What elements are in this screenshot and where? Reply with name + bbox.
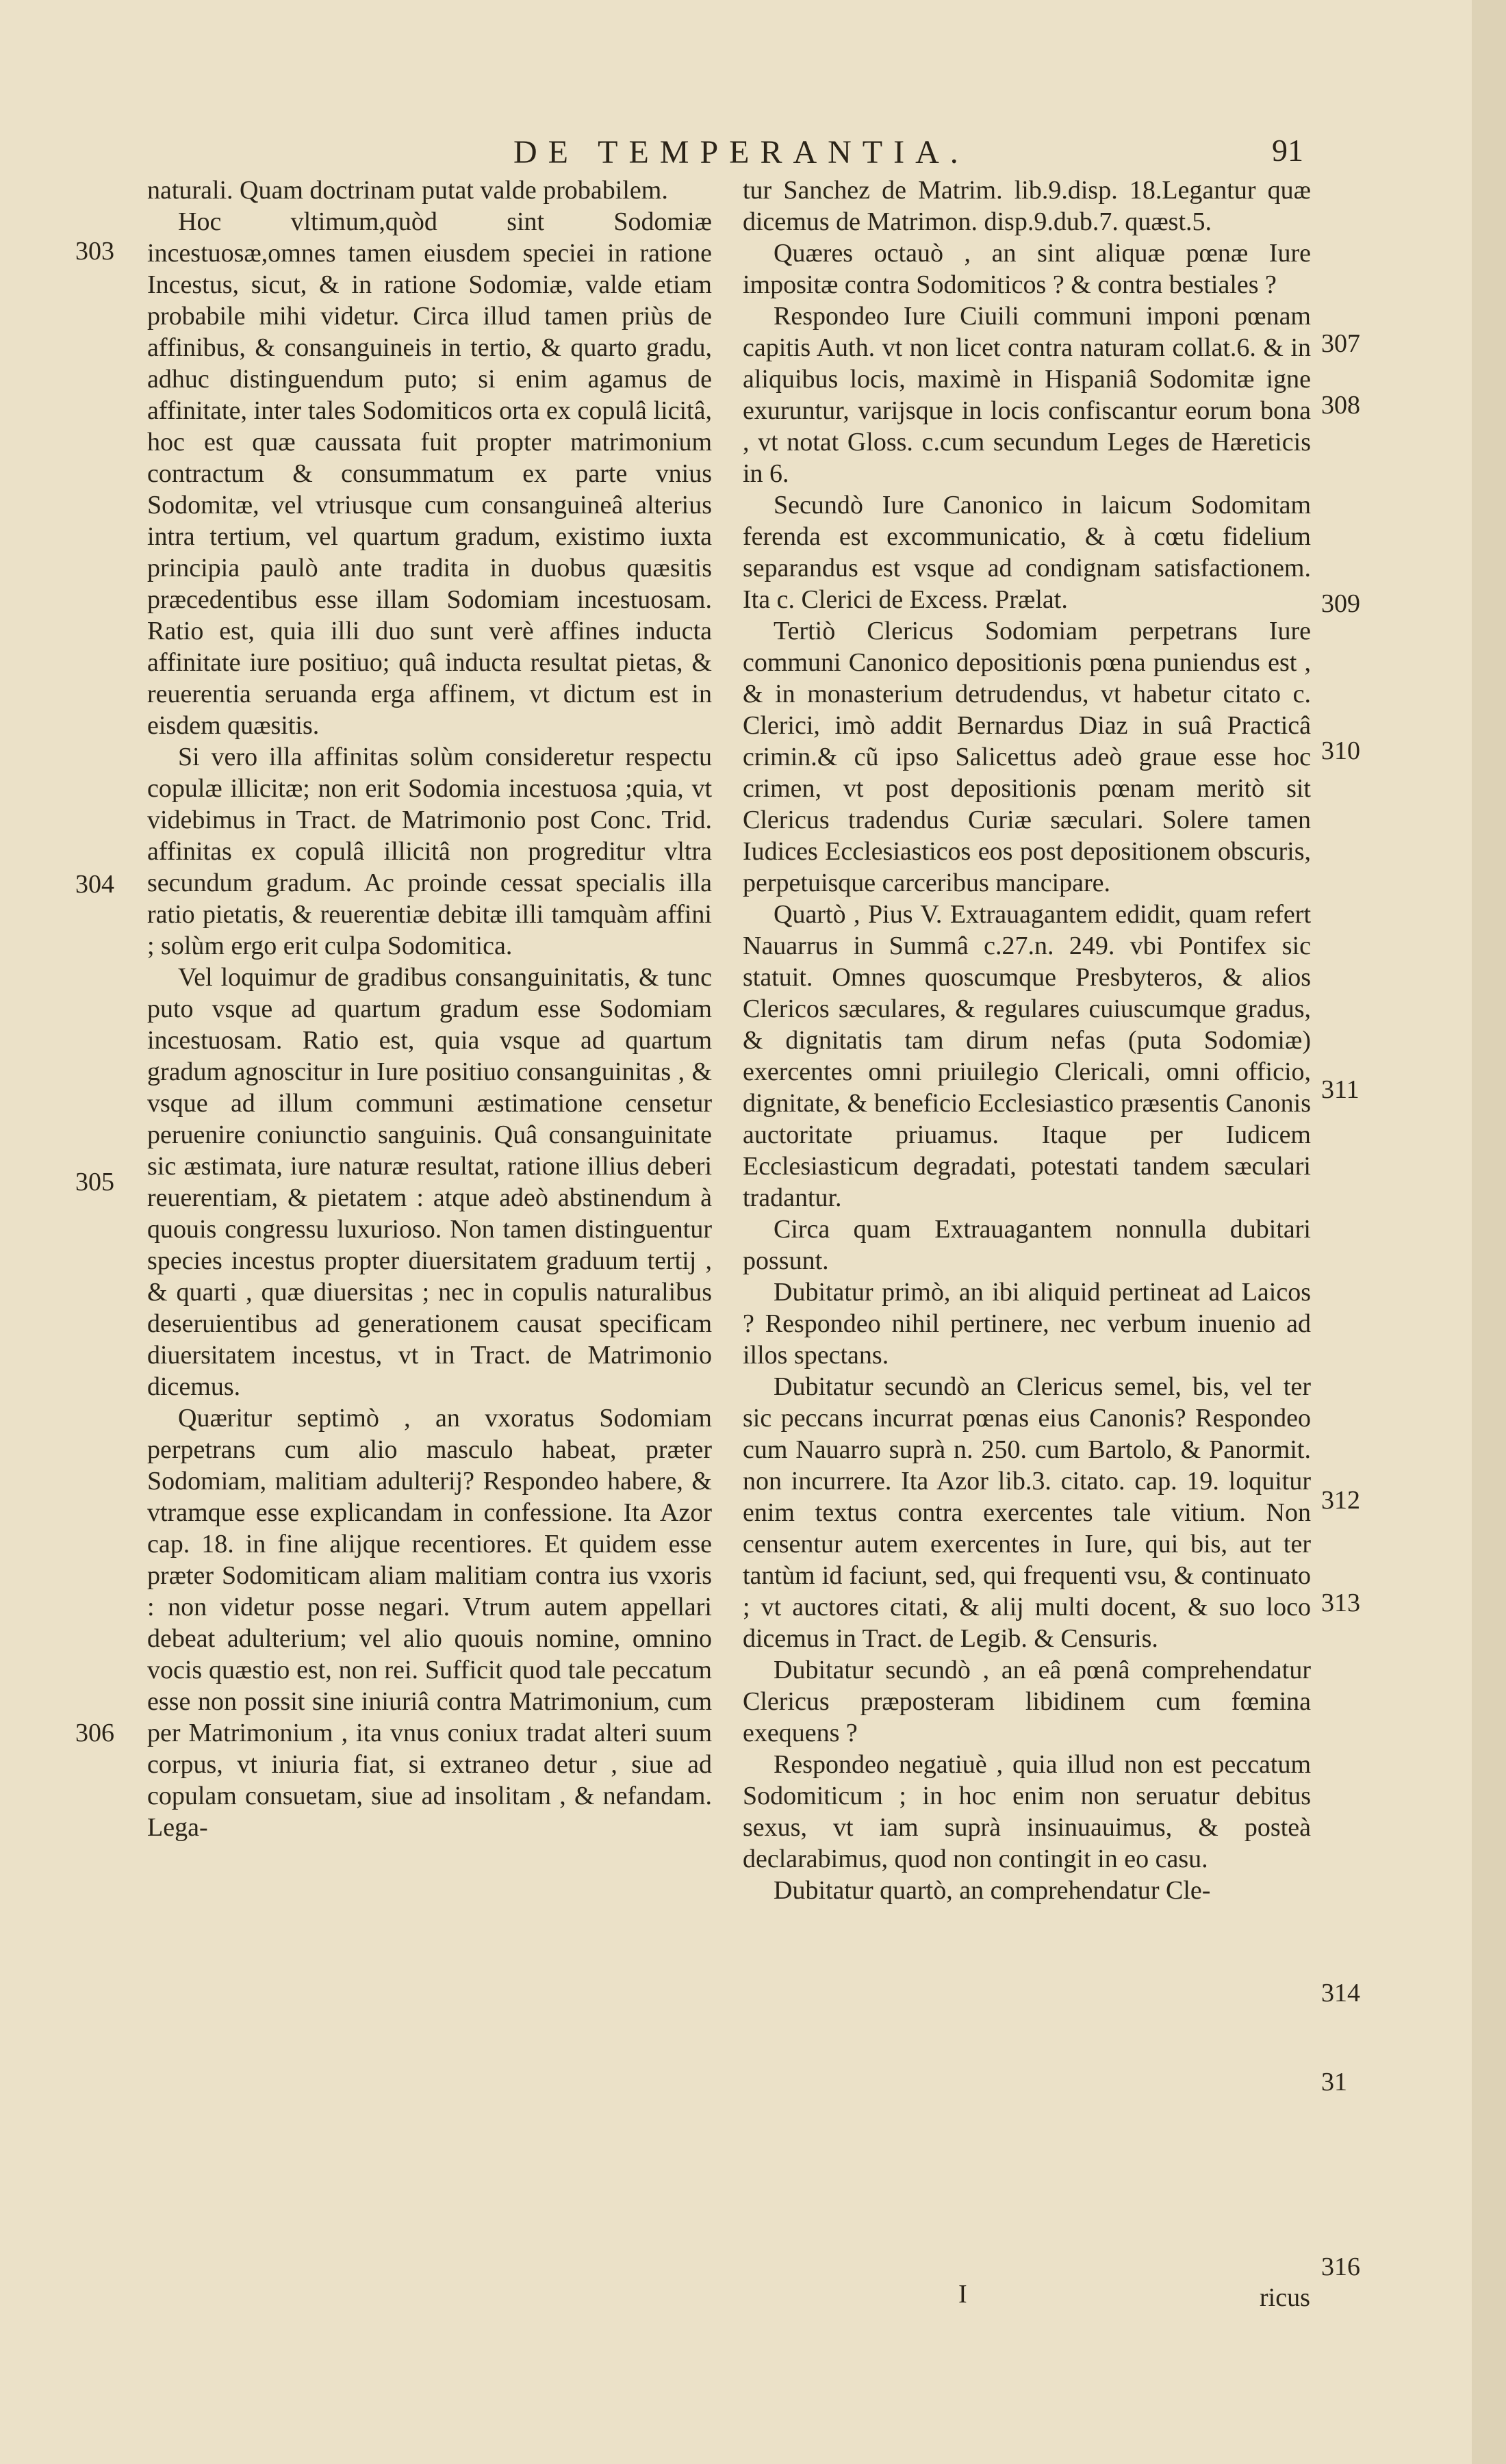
right-column — [743, 175, 1311, 1906]
paragraph: Dubitatur secundò , an eâ pœnâ comprehendatur Clericus præposteram libidinem cum fœmina exequens ? — [743, 1656, 1311, 1747]
page-number: 91 — [1272, 133, 1303, 168]
margin-number: 307 — [1321, 329, 1360, 358]
paragraph: Respondeo negatiuè , quia illud non est peccatum Sodomiticum ; in hoc enim non seruatur debitus sexus, vt iam suprà insinuauimus, & posteà declarabimus, quod non contingit in eo casu. — [743, 1750, 1311, 1873]
paragraph: Dubitatur quartò, an comprehendatur Cle- — [774, 1876, 1211, 1905]
margin-number: 313 — [1321, 1589, 1360, 1617]
paragraph: tur Sanchez de Matrim. lib.9.disp. 18.Legantur quæ dicemus de Matrimon. disp.9.dub.7. quæst.5. — [743, 176, 1311, 236]
margin-number: 305 — [75, 1168, 114, 1196]
paragraph: Circa quam Extrauagantem nonnulla dubitari possunt. — [743, 1215, 1311, 1275]
margin-number: 314 — [1321, 1979, 1360, 2007]
running-title: DE TEMPERANTIA. — [513, 134, 969, 170]
margin-number: 31 — [1321, 2068, 1347, 2096]
margin-number: 310 — [1321, 736, 1360, 765]
paragraph: Quæres octauò , an sint aliquæ pœnæ Iure impositæ contra Sodomiticos ? & contra bestiales ? — [743, 239, 1311, 299]
paragraph: Si vero illa affinitas solùm consideretur respectu copulæ illicitæ; non erit Sodomia incestuosa ;quia, vt videbimus in Tract. de Matrimonio post Conc. Trid. affinitas ex copulâ illicitâ non progreditur vltra secundum gradum. Ac proinde cessat specialis illa ratio pietatis, & reuerentiæ debitæ illi tamquàm affini ; solùm ergo erit culpa Sodomitica. — [147, 743, 712, 960]
paragraph: Quartò , Pius V. Extrauagantem edidit, quam refert Nauarrus in Summâ c.27.n. 249. vbi Pontifex sic statuit. Omnes quoscumque Presbyteros, & alios Clericos sæculares, & regulares cuiuscumque gradus, & dignitatis tam dirum nefas (puta Sodomiæ) exercentes omni priuilegio Clericali, omni officio, dignitate, & beneficio Ecclesiastico præsentis Canonis auctoritate priuamus. Itaque per Iudicem Ecclesiasticum degradati, potestati tandem sæculari tradantur. — [743, 900, 1311, 1212]
margin-number: 303 — [75, 237, 114, 266]
margin-number: 312 — [1321, 1486, 1360, 1515]
paragraph: Dubitatur primò, an ibi aliquid pertineat ad Laicos ? Respondeo nihil pertinere, nec verbum inuenio ad illos spectans. — [743, 1278, 1311, 1370]
paragraph: Hoc vltimum,quòd sint Sodomiæ incestuosæ,omnes tamen eiusdem speciei in ratione Incestus, sicut, & in ratione Sodomiæ, valde etiam probabile mihi videtur. Circa illud tamen priùs de affinibus, & consanguineis in tertio, & quarto gradu, adhuc distinguendum puto; si enim agamus de affinitate, inter tales Sodomiticos orta ex copulâ licitâ, hoc est quæ caussata fuit propter matrimonium contractum & consummatum ex parte vnius Sodomitæ, vel vtriusque cum consanguineâ alterius intra tertium, vel quartum gradum, existimo iuxta principia paulò ante tradita in duobus quæsitis præcedentibus esse illam Sodomiam incestuosam. Ratio est, quia illi duo sunt verè affines inducta affinitate iure positiuo; quâ inducta resultat pietas, & reuerentia seruanda erga affinem, vt dictum est in eisdem quæsitis. — [147, 207, 712, 740]
signature-mark: I — [958, 2280, 967, 2309]
margin-number: 309 — [1321, 589, 1360, 618]
margin-number: 308 — [1321, 391, 1360, 420]
paragraph: Respondeo Iure Ciuili communi imponi pœnam capitis Auth. vt non licet contra naturam collat.6. & in aliquibus locis, maximè in Hispaniâ Sodomitæ igne exuruntur, varijsque in locis confiscantur eorum bona , vt notat Gloss. c.cum secundum Leges de Hæreticis in 6. — [743, 302, 1311, 488]
paragraph: Secundò Iure Canonico in laicum Sodomitam ferenda est excommunicatio, & à cœtu fidelium separandus est vsque ad condignam satisfactionem. Ita c. Clerici de Excess. Prælat. — [743, 491, 1311, 614]
paragraph: Vel loquimur de gradibus consanguinitatis, & tunc puto vsque ad quartum gradum esse Sodomiam incestuosam. Ratio est, quia vsque ad quartum gradum agnoscitur in Iure positiuo consanguinitas , & vsque ad illum communi æstimatione censetur peruenire coniunctio sanguinis. Quâ consanguinitate sic æstimata, iure naturæ resultat, ratione illius deberi reuerentiam, & pietatem : atque adeò abstinendum à quouis congressu luxurioso. Non tamen distinguentur species incestus propter diuersitatem graduum tertij , & quarti , quæ diuersitas ; nec in copulis naturalibus deseruientibus ad generationem causat specificam diuersitatem incestus, vt in Tract. de Matrimonio dicemus. — [147, 963, 712, 1401]
margin-number: 306 — [75, 1719, 114, 1747]
page-edge — [1472, 0, 1506, 2464]
margin-number: 316 — [1321, 2253, 1360, 2281]
paragraph: naturali. Quam doctrinam putat valde probabilem. — [147, 176, 668, 205]
paragraph: Tertiò Clericus Sodomiam perpetrans Iure communi Canonico depositionis pœna puniendus est , & in monasterium detrudendus, vt habetur citato c. Clerici, imò addit Bernardus Diaz in suâ Practicâ crimin.& cũ ipso Salicettus adeò graue esse hoc crimen, vt post depositionis pœnam meritò sit Clericus tradendus Curiæ sæculari. Solere tamen Iudices Ecclesiasticos eos post depositionem obscuris, perpetuisque carceribus mancipare. — [743, 617, 1311, 897]
left-column — [147, 175, 712, 1843]
catchword: ricus — [1260, 2283, 1310, 2312]
margin-number: 311 — [1321, 1075, 1360, 1104]
paragraph: Quæritur septimò , an vxoratus Sodomiam perpetrans cum alio masculo habeat, præter Sodomiam, malitiam adulterij? Respondeo habere, & vtramque esse explicandam in confessione. Ita Azor cap. 18. in fine alijque recentiores. Et quidem esse præter Sodomiticam aliam malitiam contra ius vxoris : non videtur posse negari. Vtrum autem appellari debeat adulterium; vel alio quouis nomine, omnino vocis quæstio est, non rei. Sufficit quod tale peccatum esse non possit sine iniuriâ contra Matrimonium, cum per Matrimonium , ita vnus coniux tradat alteri suum corpus, vt iniuria fiat, si extraneo detur , siue ad copulam consuetam, siue ad insolitam , & nefandam. Lega- — [147, 1404, 712, 1842]
paragraph: Dubitatur secundò an Clericus semel, bis, vel ter sic peccans incurrat pœnas eius Canonis? Respondeo cum Nauarro suprà n. 250. cum Bartolo, & Panormit. non incurrere. Ita Azor lib.3. citato. cap. 19. loquitur enim textus contra exercentes tale vitium. Non censentur autem exercentes in Iure, qui bis, aut ter tantùm id faciunt, sed, qui frequenti vsu, & continuato ; vt auctores citati, & alij multi docent, & suo loco dicemus in Tract. de Legib. & Censuris. — [743, 1372, 1311, 1653]
margin-number: 304 — [75, 870, 114, 899]
